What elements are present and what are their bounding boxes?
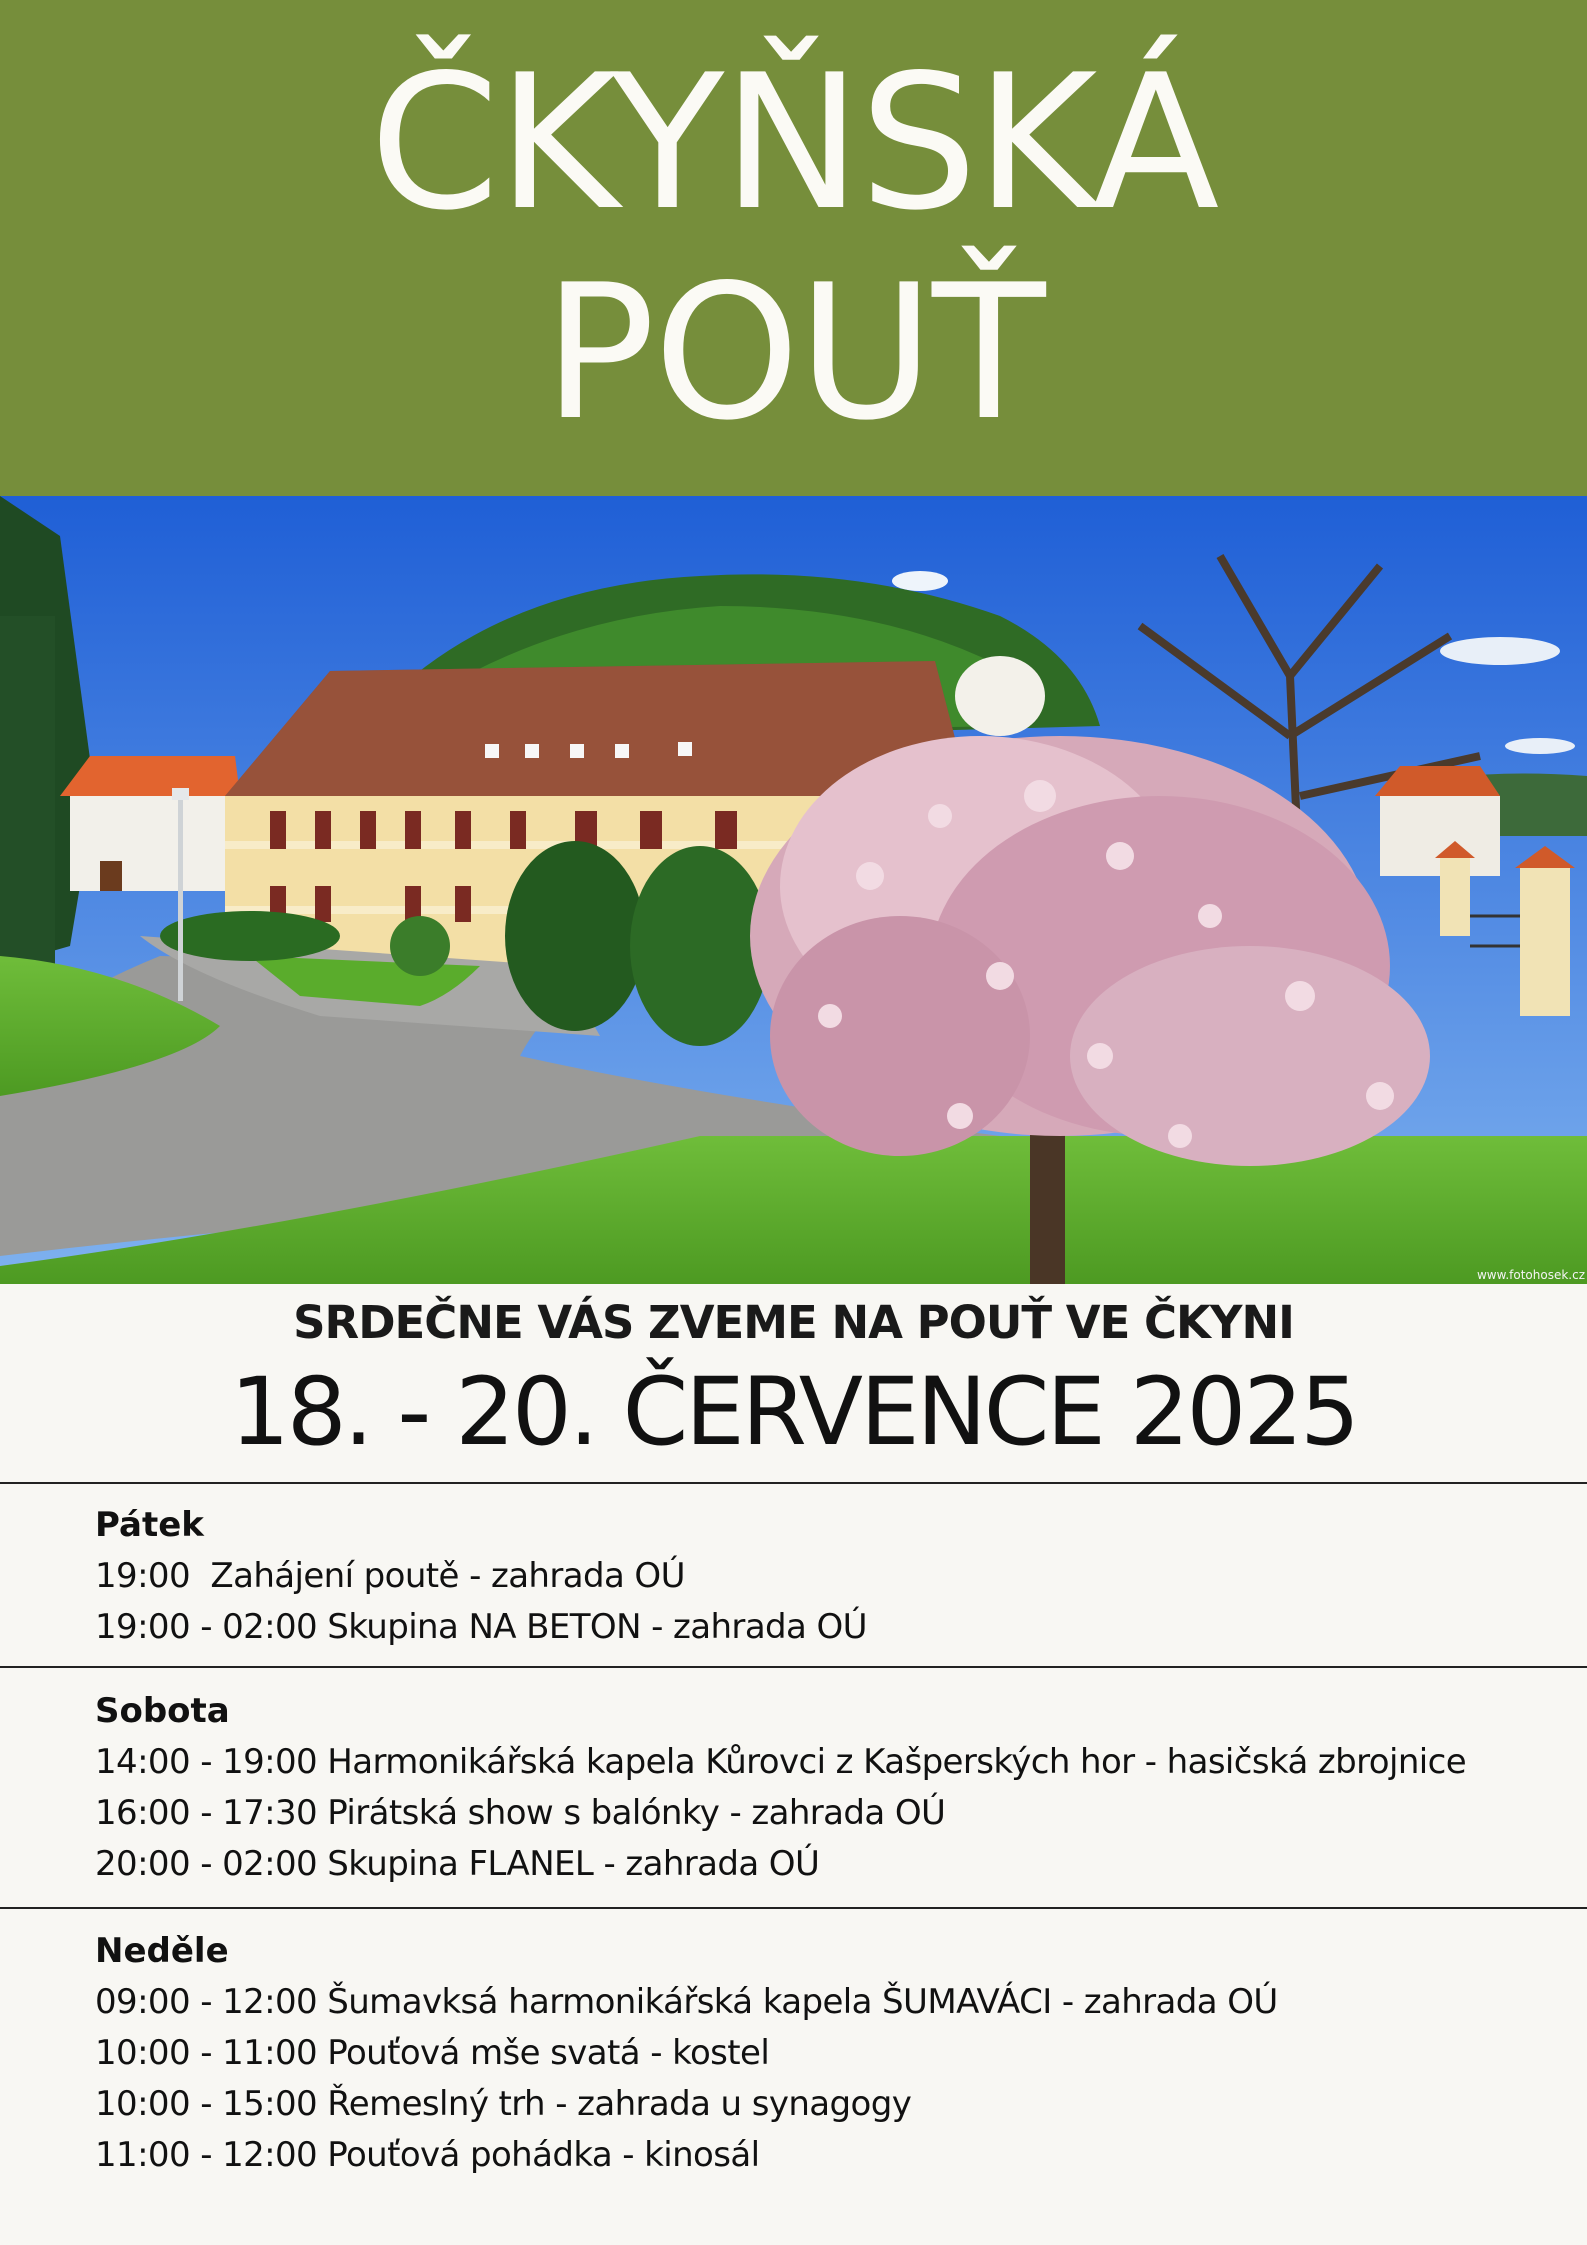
title-line-2: POUŤ	[543, 244, 1044, 461]
divider	[0, 1666, 1587, 1668]
program-item: 16:00 - 17:30 Pirátská show s balónky - zahrada OÚ	[95, 1793, 946, 1833]
program-item: 19:00 - 02:00 Skupina NA BETON - zahrada OÚ	[95, 1607, 867, 1647]
divider	[0, 1482, 1587, 1484]
photo-credit: www.fotohosek.cz	[1476, 1268, 1585, 1282]
program-sunday	[95, 1926, 1278, 2181]
event-date: 18. - 20. ČERVENCE 2025	[230, 1358, 1357, 1467]
program-item: 19:00 Zahájení poutě - zahrada OÚ	[95, 1556, 685, 1596]
program-item: 14:00 - 19:00 Harmonikářská kapela Kůrovci z Kašperských hor - hasičská zbrojnice	[95, 1742, 1467, 1782]
photo-illustration	[0, 496, 1587, 1284]
program-item: 09:00 - 12:00 Šumavksá harmonikářská kapela ŠUMAVÁCI - zahrada OÚ	[95, 1982, 1278, 2022]
day-name: Neděle	[95, 1931, 229, 1971]
program-friday	[95, 1500, 867, 1653]
village-photo	[0, 496, 1587, 1284]
title-banner	[0, 0, 1587, 496]
invitation-text: SRDEČNE VÁS ZVEME NA POUŤ VE ČKYNI	[293, 1296, 1294, 1349]
program-item: 20:00 - 02:00 Skupina FLANEL - zahrada OÚ	[95, 1844, 820, 1884]
day-name: Pátek	[95, 1505, 204, 1545]
divider	[0, 1907, 1587, 1909]
day-name: Sobota	[95, 1691, 230, 1731]
program-item: 10:00 - 15:00 Řemeslný trh - zahrada u synagogy	[95, 2084, 912, 2124]
program-item: 11:00 - 12:00 Pouťová pohádka - kinosál	[95, 2135, 760, 2175]
title-line-1: ČKYŇSKÁ	[369, 34, 1218, 251]
program-item: 10:00 - 11:00 Pouťová mše svatá - kostel	[95, 2033, 770, 2073]
program-saturday	[95, 1686, 1466, 1890]
